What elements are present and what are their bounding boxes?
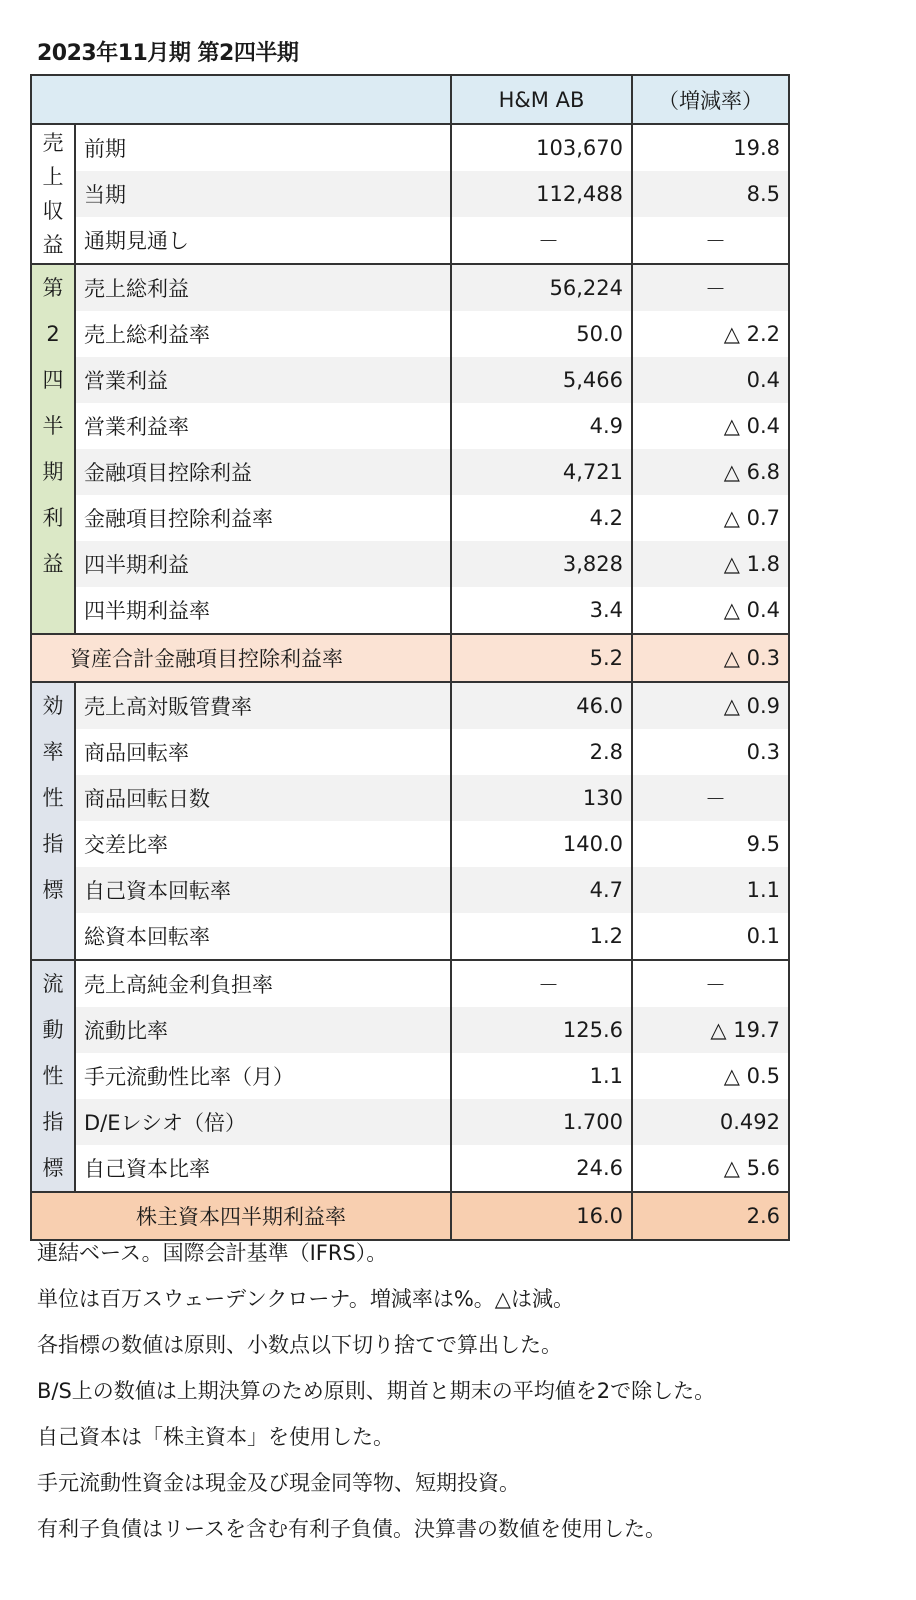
row-change: 9.5: [632, 821, 789, 867]
row-change: 0.3: [632, 729, 789, 775]
financial-table: [30, 74, 790, 1241]
row-label: 金融項目控除利益: [75, 449, 451, 495]
row-value: 3,828: [451, 541, 632, 587]
section-char: 2: [46, 322, 60, 346]
section-char: 効: [42, 694, 64, 718]
table-row: [31, 867, 789, 913]
section-char: 益: [42, 552, 64, 576]
table-row: [31, 1099, 789, 1145]
row-label: 資産合計金融項目控除利益率: [31, 634, 451, 682]
header-company: H&M AB: [451, 75, 632, 124]
row-value: 4.9: [451, 403, 632, 449]
row-change: △ 19.7: [632, 1007, 789, 1053]
table-row: [31, 357, 789, 403]
section-char: 標: [42, 878, 64, 902]
row-value: 4.7: [451, 867, 632, 913]
row-label: 売上総利益: [75, 264, 451, 311]
row-value: 4.2: [451, 495, 632, 541]
row-label: 流動比率: [75, 1007, 451, 1053]
row-label: 通期見通し: [84, 229, 189, 253]
table-row-highlight: [31, 634, 789, 682]
section-char: 流: [42, 972, 64, 996]
row-label: 自己資本回転率: [75, 867, 451, 913]
row-label: 四半期利益: [75, 541, 451, 587]
row-value: 1.1: [451, 1053, 632, 1099]
table-row: [31, 403, 789, 449]
table-row: [31, 171, 789, 217]
section-label-efficiency: [31, 682, 75, 960]
footnote: 連結ベース。国際会計基準（IFRS）。: [37, 1241, 388, 1265]
row-label: 売上高純金利負担率: [75, 960, 451, 1007]
row-value: 1.2: [451, 913, 632, 960]
row-change: 1.1: [632, 867, 789, 913]
row-label: 総資本回転率: [84, 925, 210, 949]
row-label: 商品回転率: [84, 741, 189, 765]
table-row: [31, 495, 789, 541]
section-char: 期: [42, 460, 64, 484]
section-char: 指: [42, 1110, 64, 1134]
row-change: △ 0.7: [632, 495, 789, 541]
header-blank-cell: [31, 75, 451, 124]
row-change: 0.1: [632, 913, 789, 960]
table-row: [31, 913, 789, 960]
section-char: 半: [42, 414, 64, 438]
row-change: △ 5.6: [632, 1145, 789, 1192]
row-change: －: [632, 217, 789, 264]
section-char: 性: [42, 1064, 64, 1088]
row-value: －: [451, 960, 632, 1007]
row-value: 125.6: [451, 1007, 632, 1053]
table-row: [31, 311, 789, 357]
row-value: 50.0: [451, 311, 632, 357]
row-change: △ 0.4: [632, 587, 789, 634]
row-value: 4,721: [451, 449, 632, 495]
row-value: 2.8: [451, 729, 632, 775]
row-label: 商品回転日数: [75, 775, 451, 821]
section-char: 標: [42, 1156, 64, 1180]
row-value: 112,488: [451, 171, 632, 217]
row-label: 交差比率: [84, 833, 168, 857]
table-row: [31, 960, 789, 1007]
row-change: △ 2.2: [632, 311, 789, 357]
table-row: [31, 729, 789, 775]
row-label: 自己資本比率: [84, 1157, 210, 1181]
table-row: [31, 541, 789, 587]
page-title: 2023年11月期 第2四半期: [37, 41, 299, 66]
section-char: 売: [42, 131, 64, 155]
row-label: 当期: [75, 171, 451, 217]
table-row: [31, 587, 789, 634]
row-value: 46.0: [451, 682, 632, 729]
footnote: 単位は百万スウェーデンクローナ。増減率は%。△は減。: [37, 1287, 574, 1311]
row-label: 売上総利益率: [84, 323, 210, 347]
row-change: 0.4: [632, 357, 789, 403]
section-char: 指: [42, 832, 64, 856]
section-char: 四: [42, 368, 64, 392]
row-change: △ 6.8: [632, 449, 789, 495]
row-label: 金融項目控除利益率: [84, 507, 273, 531]
row-change: △ 0.3: [632, 634, 789, 682]
row-change: －: [632, 264, 789, 311]
table-row: [31, 217, 789, 264]
row-label: 売上高対販管費率: [75, 682, 451, 729]
row-label: 四半期利益率: [84, 599, 210, 623]
row-change: －: [632, 775, 789, 821]
row-label: 株主資本四半期利益率: [31, 1192, 451, 1240]
row-value: 16.0: [451, 1192, 632, 1240]
section-label-sales: [31, 124, 75, 264]
section-char: 益: [42, 233, 64, 257]
row-change: 0.492: [632, 1099, 789, 1145]
row-value: 24.6: [451, 1145, 632, 1192]
section-char: 率: [42, 740, 64, 764]
section-char: 収: [42, 199, 64, 223]
footnote: 手元流動性資金は現金及び現金同等物、短期投資。: [37, 1471, 520, 1495]
section-char: 上: [42, 165, 64, 189]
row-label: 営業利益: [75, 357, 451, 403]
footnotes: [37, 1230, 715, 1552]
row-change: －: [632, 960, 789, 1007]
table-row: [31, 1145, 789, 1192]
row-label: 手元流動性比率（月）: [84, 1065, 294, 1089]
row-change: 8.5: [632, 171, 789, 217]
row-change: △ 0.9: [632, 682, 789, 729]
table-row: [31, 775, 789, 821]
footnote: 各指標の数値は原則、小数点以下切り捨てで算出した。: [37, 1333, 562, 1357]
section-label-liquidity: [31, 960, 75, 1192]
section-char: 利: [42, 506, 64, 530]
section-char: 動: [42, 1018, 64, 1042]
row-value: 5.2: [451, 634, 632, 682]
row-value: 140.0: [451, 821, 632, 867]
row-label: 前期: [84, 137, 126, 161]
table-header-row: [31, 75, 789, 124]
row-value: 56,224: [451, 264, 632, 311]
table-row: [31, 1053, 789, 1099]
row-change: △ 0.4: [632, 403, 789, 449]
section-char: 性: [42, 786, 64, 810]
header-change: （増減率）: [632, 75, 789, 124]
footnote: B/S上の数値は上期決算のため原則、期首と期末の平均値を2で除した。: [37, 1379, 716, 1403]
row-value: 5,466: [451, 357, 632, 403]
footnote: 有利子負債はリースを含む有利子負債。決算書の数値を使用した。: [37, 1517, 666, 1541]
footnote: 自己資本は「株主資本」を使用した。: [37, 1425, 394, 1449]
table-row: [31, 682, 789, 729]
table-row: [31, 449, 789, 495]
row-change: △ 1.8: [632, 541, 789, 587]
table-row: [31, 264, 789, 311]
table-row: [31, 124, 789, 171]
table-row: [31, 821, 789, 867]
table-row: [31, 1007, 789, 1053]
row-change: 19.8: [632, 124, 789, 171]
row-label: D/Eレシオ（倍）: [75, 1099, 451, 1145]
row-value: 1.700: [451, 1099, 632, 1145]
row-value: 130: [451, 775, 632, 821]
section-char: 第: [42, 276, 64, 300]
row-value: 103,670: [451, 124, 632, 171]
row-value: 3.4: [451, 587, 632, 634]
row-label: 営業利益率: [84, 415, 189, 439]
row-change: 2.6: [632, 1192, 789, 1240]
row-value: －: [451, 217, 632, 264]
row-change: △ 0.5: [632, 1053, 789, 1099]
section-label-profit: [31, 264, 75, 634]
